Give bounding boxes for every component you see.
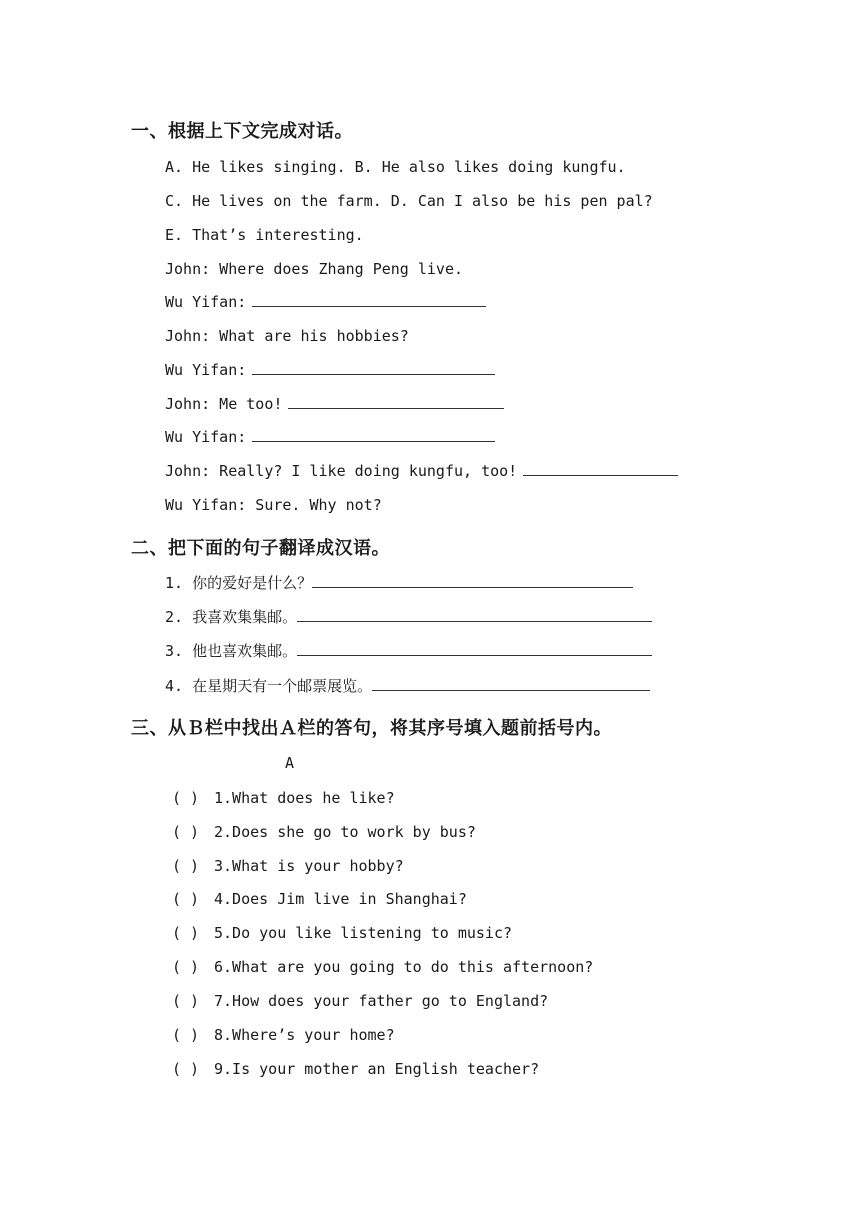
- translate-item-2: [165, 607, 652, 627]
- dialogue-line-8: Wu Yifan: Sure. Why not?: [165, 496, 382, 514]
- question-text: 9.Is your mother an English teacher?: [214, 1060, 540, 1078]
- option-line-3: E. That’s interesting.: [165, 226, 364, 244]
- translate-item-3: [165, 641, 652, 661]
- dialogue-speaker: John: Me too!: [165, 395, 283, 413]
- section1-heading: 一、根据上下文完成对话。: [131, 121, 353, 142]
- answer-blank[interactable]: [252, 360, 495, 375]
- translate-sentence: 3. 他也喜欢集邮。: [165, 642, 298, 660]
- answer-parentheses[interactable]: ( ): [172, 857, 200, 875]
- answer-blank[interactable]: [288, 394, 504, 409]
- dialogue-line-7: [165, 461, 678, 481]
- translate-sentence: 1. 你的爱好是什么？: [165, 574, 313, 592]
- translate-item-4: [165, 676, 650, 696]
- option-line-1: A. He likes singing. B. He also likes doing kungfu.: [165, 158, 626, 176]
- dialogue-line-6: [165, 427, 495, 447]
- answer-blank[interactable]: [312, 573, 633, 588]
- answer-blank[interactable]: [252, 292, 486, 307]
- dialogue-speaker: Wu Yifan:: [165, 361, 247, 379]
- answer-parentheses[interactable]: ( ): [172, 924, 200, 942]
- translate-sentence: 2. 我喜欢集集邮。: [165, 608, 298, 626]
- translate-item-1: [165, 573, 633, 593]
- question-text: 5.Do you like listening to music?: [214, 924, 513, 942]
- dialogue-line-2: [165, 292, 486, 312]
- question-text: 8.Where’s your home?: [214, 1026, 395, 1044]
- dialogue-line-4: [165, 360, 495, 380]
- answer-parentheses[interactable]: ( ): [172, 1026, 200, 1044]
- translate-sentence: 4. 在星期天有一个邮票展览。: [165, 677, 373, 695]
- answer-blank[interactable]: [372, 676, 650, 691]
- answer-parentheses[interactable]: ( ): [172, 992, 200, 1010]
- section2-heading: 二、把下面的句子翻译成汉语。: [131, 538, 390, 559]
- dialogue-line-3: John: What are his hobbies?: [165, 327, 409, 345]
- dialogue-line-5: [165, 394, 504, 414]
- question-text: 2.Does she go to work by bus?: [214, 823, 476, 841]
- dialogue-speaker: Wu Yifan:: [165, 428, 247, 446]
- question-text: 6.What are you going to do this afternoon?: [214, 958, 594, 976]
- question-text: 1.What does he like?: [214, 789, 395, 807]
- dialogue-speaker: John: Really? I like doing kungfu, too!: [165, 462, 518, 480]
- column-a-label: A: [285, 754, 295, 772]
- answer-parentheses[interactable]: ( ): [172, 1060, 200, 1078]
- dialogue-speaker: Wu Yifan:: [165, 293, 247, 311]
- match-item-3: [172, 856, 404, 876]
- answer-parentheses[interactable]: ( ): [172, 958, 200, 976]
- match-item-7: [172, 991, 548, 1011]
- question-text: 3.What is your hobby?: [214, 857, 404, 875]
- match-item-5: [172, 923, 512, 943]
- match-item-4: [172, 889, 467, 909]
- match-item-6: [172, 957, 593, 977]
- question-text: 7.How does your father go to England?: [214, 992, 549, 1010]
- match-item-1: [172, 788, 395, 808]
- answer-parentheses[interactable]: ( ): [172, 823, 200, 841]
- answer-blank[interactable]: [523, 461, 678, 476]
- dialogue-line-1: John: Where does Zhang Peng live.: [165, 260, 464, 278]
- answer-parentheses[interactable]: ( ): [172, 890, 200, 908]
- match-item-2: [172, 822, 476, 842]
- answer-blank[interactable]: [252, 427, 495, 442]
- match-item-8: [172, 1025, 395, 1045]
- answer-parentheses[interactable]: ( ): [172, 789, 200, 807]
- section3-heading: 三、从Ｂ栏中找出Ａ栏的答句，将其序号填入题前括号内。: [131, 718, 612, 739]
- question-text: 4.Does Jim live in Shanghai?: [214, 890, 467, 908]
- answer-blank[interactable]: [297, 607, 652, 622]
- match-item-9: [172, 1059, 539, 1079]
- option-line-2: C. He lives on the farm. D. Can I also be his pen pal?: [165, 192, 653, 210]
- answer-blank[interactable]: [297, 641, 652, 656]
